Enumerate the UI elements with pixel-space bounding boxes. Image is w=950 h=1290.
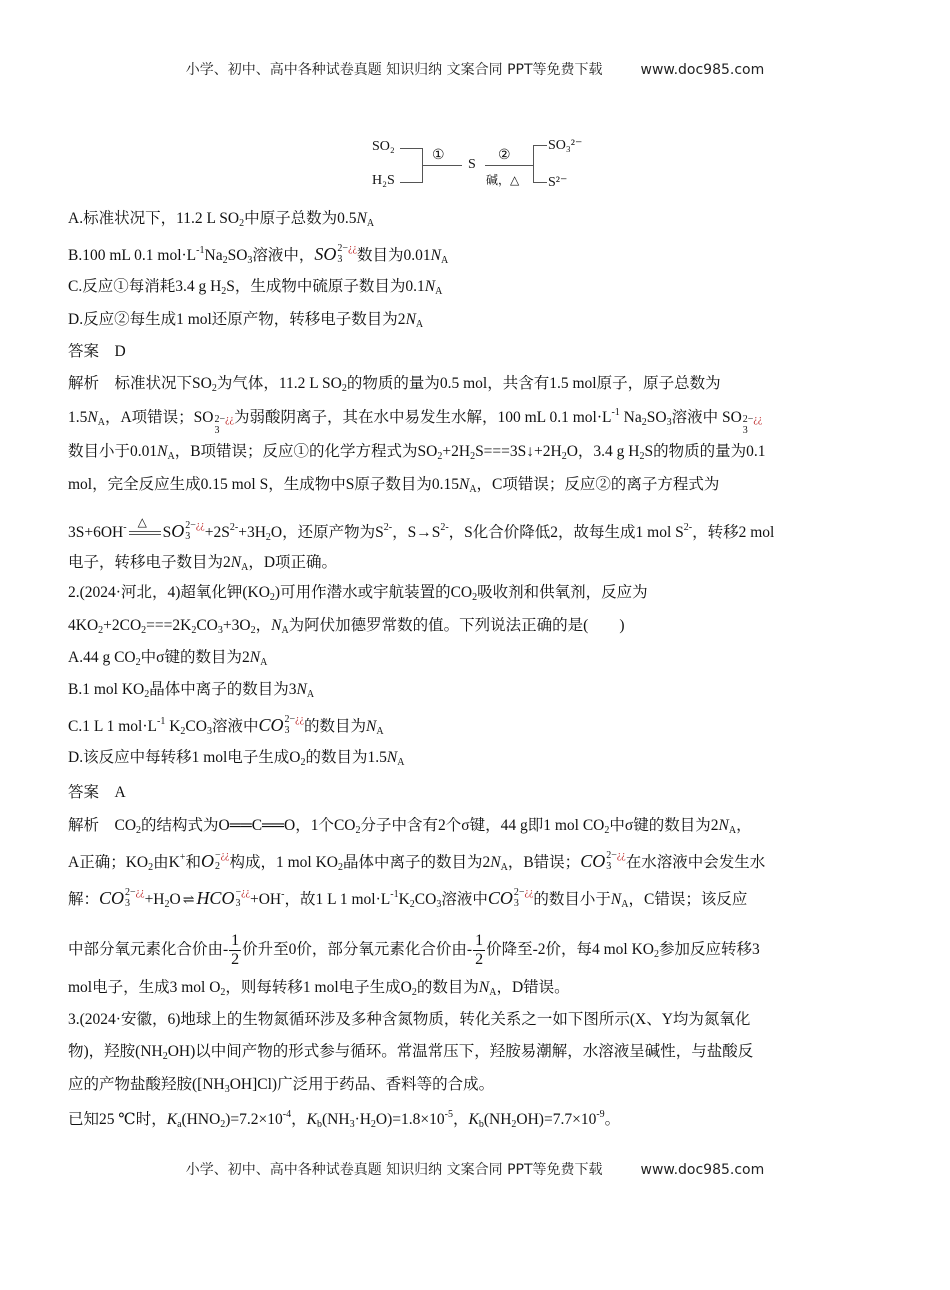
ion-formula: CO 3 2−¿¿ bbox=[580, 850, 626, 872]
diagram-arrow bbox=[422, 165, 462, 166]
text-line: 已知25 ℃时，$K_a(HNO_2)=7.2\times 10^{-4}$，$K_b(NH_3\cdot H_2O)=1.8\times 10^{-5}$，$K_b(NH_2OH)=7.7\times 10^{-9}$。 bbox=[68, 1109, 621, 1130]
reversible-arrow: ⇌ bbox=[182, 893, 195, 908]
text-line: mol，完全反应生成0.15 mol S，生成物中S原子数目为$0.15N_A$，C项错误；反应②的离子方程式为 bbox=[68, 476, 720, 495]
text-line: B.1 mol $KO_2$晶体中离子的数目为$3N_A$ bbox=[68, 681, 315, 700]
reaction-diagram bbox=[370, 135, 590, 195]
ion-formula: O 3 2−¿¿ bbox=[171, 520, 205, 542]
text-line: 应的产物盐酸羟胺$([NH_3OH]Cl)$广泛用于药品、香料等的合成。 bbox=[68, 1076, 495, 1095]
ion-formula: 3 2−¿¿ bbox=[214, 414, 234, 436]
diagram-condition: 碱，△ bbox=[486, 173, 520, 187]
text-line: A正确；$KO_2$由K+和O 2 −¿¿ 构成，1 mol $KO_2$晶体中离子的数目为$2N_A$，B错误；CO 3 2−¿¿ 在水溶液中会发生水 bbox=[68, 850, 766, 873]
text-line: 3S+6OH- △ SO 3 2−¿¿ $+2S^{2-}+3H_2O$，还原产物为$S^{2-}$，$S\to S^{2-}$，S化合价降低2，故每生成1 mol $S^{2-}$，转移2 mol bbox=[68, 515, 775, 543]
text-line: 答案 D bbox=[68, 343, 126, 360]
header-text: 小学、初中、高中各种试卷真题 知识归纳 文案合同 PPT等免费下载 bbox=[185, 62, 603, 78]
ion-formula: CO 3 2−¿¿ bbox=[99, 887, 145, 909]
ion-formula: HCO 3 −¿¿ bbox=[196, 887, 250, 909]
header-url[interactable]: www.doc985.com bbox=[640, 62, 765, 78]
text-line: 物)，羟胺$(NH_2OH)$以中间产物的形式参与循环。常温常压下，羟胺易潮解，水溶液呈碱性，与盐酸反 bbox=[68, 1043, 754, 1062]
text-line: 3.(2024·安徽，6)地球上的生物氮循环涉及多种含氮物质，转化关系之一如下图所示(X、Y均为氮氧化 bbox=[68, 1011, 751, 1028]
ion-formula: CO 3 2−¿¿ bbox=[487, 887, 534, 909]
diagram-line bbox=[485, 165, 533, 166]
ion-formula: O 2 −¿¿ bbox=[200, 850, 230, 872]
text-line: A.标准状况下，11.2 L $SO_2$中原子总数为$0.5N_A$ bbox=[68, 210, 375, 229]
text-line: D.反应②每生成1 mol还原产物，转移电子数目为$2N_A$ bbox=[68, 311, 424, 330]
diagram-arrow bbox=[533, 145, 547, 146]
diagram-line bbox=[400, 182, 422, 183]
diagram-s: S bbox=[468, 157, 476, 172]
diagram-step1: ① bbox=[432, 148, 445, 163]
text-line: 解：CO 3 2−¿¿ $+H_2O$ ⇌ HCO 3 −¿¿ +OH-，故1 L 1 $mol\cdot L^{-1}K_2CO_3$溶液中CO 3 2−¿¿ 的数目小于$N_A$，C错误；该反应 bbox=[68, 887, 748, 910]
page-header bbox=[0, 59, 950, 79]
diagram-step2: ② bbox=[498, 148, 511, 163]
diagram-arrow bbox=[533, 182, 547, 183]
text-line: 答案 A bbox=[68, 784, 126, 801]
fraction: $\frac{1}{2}$ bbox=[231, 932, 240, 968]
diagram-product-s: S²⁻ bbox=[548, 175, 568, 190]
text-line: mol电子，生成3 mol $O_2$，则每转移1 mol电子生成$O_2$的数目为$N_A$，D错误。 bbox=[68, 979, 570, 998]
text-line: C.反应①每消耗3.4 g $H_2S$，生成物中硫原子数目为$0.1N_A$ bbox=[68, 278, 443, 297]
text-line: A.44 g $CO_2$中σ键的数目为$2N_A$ bbox=[68, 649, 268, 668]
text-line: 解析 标准状况下$SO_2$为气体，11.2 L $SO_2$的物质的量为0.5 mol，共含有1.5 mol原子，原子总数为 bbox=[68, 375, 721, 394]
text-line: D.该反应中每转移1 mol电子生成$O_2$的数目为$1.5N_A$ bbox=[68, 749, 405, 768]
text-line: $4KO_2+2CO_2===2K_2CO_3+3O_2$，$N_A$为阿伏加德罗常数的值。下列说法正确的是( ) bbox=[68, 617, 625, 636]
ion-formula: SO 3 2−¿¿ bbox=[314, 243, 357, 265]
text-line: 2.(2024·河北，4)超氧化钾$(KO_2)$可用作潜水或宇航装置的$CO_2$吸收剂和供氧剂，反应为 bbox=[68, 584, 648, 603]
diagram-so2: SO₂ bbox=[372, 139, 395, 154]
diagram-line bbox=[533, 145, 534, 183]
diagram-product-so3: SO₃²⁻ bbox=[548, 138, 583, 153]
ion-formula: CO 3 2−¿¿ bbox=[258, 714, 305, 736]
text-line: B.100 mL 0.1 $mol\cdot L^{-1}Na_2SO_3$溶液中，SO 3 2−¿¿ 数目为$0.01N_A$ bbox=[68, 243, 449, 266]
footer-text: 小学、初中、高中各种试卷真题 知识归纳 文案合同 PPT等免费下载 bbox=[185, 1162, 603, 1178]
text-line: 中部分氧元素化合价由- $\frac{1}{2}$ 价升至0价，部分氧元素化合价由- $\frac{1}{2}$ 价降至-2价，每4 mol $KO_2$参加反应转移3 bbox=[68, 932, 760, 968]
equilibrium-sign: △ bbox=[129, 531, 161, 535]
fraction: $\frac{1}{2}$ bbox=[475, 932, 484, 968]
diagram-line bbox=[400, 148, 422, 149]
footer-url[interactable]: www.doc985.com bbox=[640, 1162, 765, 1178]
text-line: 数目小于$0.01N_A$，B项错误；反应①的化学方程式为$SO_2+2H_2S===3S↓+2H_2O$，3.4 g $H_2S$的物质的量为0.1 bbox=[68, 443, 766, 462]
text-line: 解析 $CO_2$的结构式为O══C══O，1个$CO_2$分子中含有2个σ键，44 g即1 mol $CO_2$中σ键的数目为$2N_A$， bbox=[68, 817, 752, 836]
text-line: $1.5N_A$，A项错误；SO 3 2−¿¿ 为弱酸阴离子，其在水中易发生水解，100 mL 0.1 $mol\cdot L^{-1}$ $Na_2SO_3$溶液中 SO 3 2−¿¿ bbox=[68, 407, 763, 436]
text-line: 电子，转移电子数目为$2N_A$，D项正确。 bbox=[68, 554, 338, 573]
page-footer bbox=[0, 1159, 950, 1179]
diagram-h2s: H₂S bbox=[372, 173, 395, 188]
ion-formula: 3 2−¿¿ bbox=[742, 414, 763, 436]
text-line: C.1 L 1 $mol\cdot L^{-1}$ $K_2CO_3$溶液中CO 3 2−¿¿ 的数目为$N_A$ bbox=[68, 714, 384, 737]
